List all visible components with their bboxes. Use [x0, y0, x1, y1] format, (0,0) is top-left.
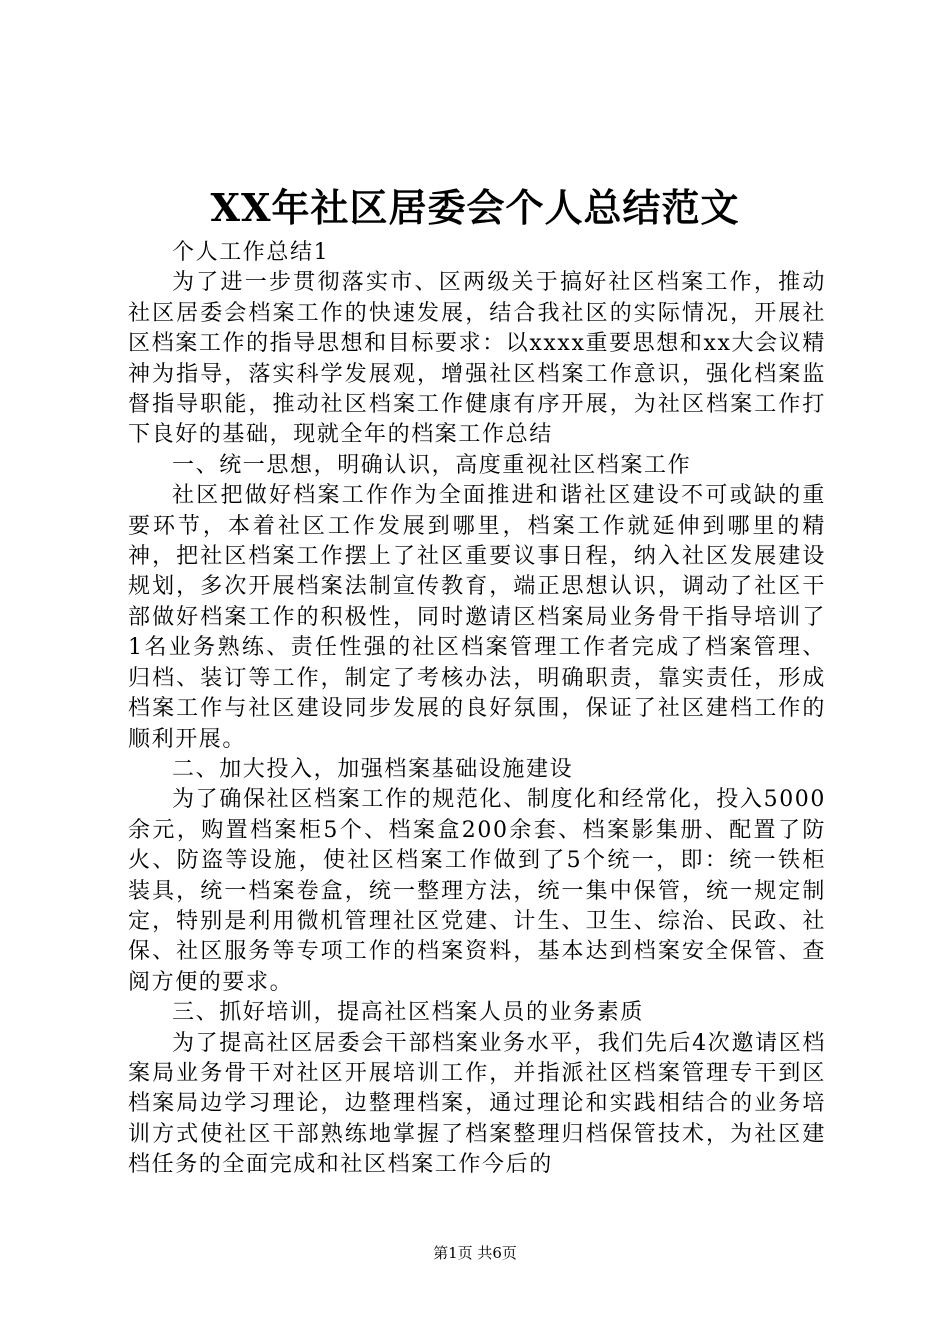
- paragraph-intro: 为了进一步贯彻落实市、区两级关于搞好社区档案工作，推动社区居委会档案工作的快速发展，结合我社区的实际情况，开展社区档案工作的指导思想和目标要求：以xxxx重要思想和xx大会议精神为指导，落实科学发展观，增强社区档案工作意识，强化档案监督指导职能，推动社区档案工作健康有序开展，为社区档案工作打下良好的基础，现就全年的档案工作总结: [128, 270, 826, 448]
- paragraph-heading-summary-1: 个人工作总结1: [172, 240, 330, 265]
- paragraph-section-1: 社区把做好档案工作作为全面推进和谐社区建设不可或缺的重要环节，本着社区工作发展到哪里，档案工作就延伸到哪里的精神，把社区档案工作摆上了社区重要议事日程，纳入社区发展建设规划，多次开展档案法制宣传教育，端正思想认识，调动了社区干部做好档案工作的积极性，同时邀请区档案局业务骨干指导培训了1名业务熟练、责任性强的社区档案管理工作者完成了档案管理、归档、装订等工作，制定了考核办法，明确职责，靠实责任，形成档案工作与社区建设同步发展的良好氛围，保证了社区建档工作的顺利开展。: [128, 483, 826, 752]
- paragraph-section-2: 为了确保社区档案工作的规范化、制度化和经常化，投入5000余元，购置档案柜5个、档案盒200余套、档案影集册、配置了防火、防盗等设施，使社区档案工作做到了5个统一，即：统一铁柜装具，统一档案卷盒，统一整理方法，统一集中保管，统一规定制定，特别是利用微机管理社区党建、计生、卫生、综治、民政、社保、社区服务等专项工作的档案资料，基本达到档案安全保管、查阅方便的要求。: [128, 787, 826, 995]
- section-heading-2: 二、加大投入，加强档案基础设施建设: [172, 756, 574, 782]
- page-footer: 第1页 共6页: [433, 1244, 517, 1262]
- document-title: XX年社区居委会个人总结范文: [210, 185, 740, 230]
- section-heading-1: 一、统一思想，明确认识，高度重视社区档案工作: [172, 452, 692, 478]
- paragraph-section-3: 为了提高社区居委会干部档案业务水平，我们先后4次邀请区档案局业务骨干对社区开展培训工作，并指派社区档案管理专干到区档案局边学习理论，边整理档案，通过理论和实践相结合的业务培训方式使社区干部熟练地掌握了档案整理归档保管技术，为社区建档任务的全面完成和社区档案工作今后的: [128, 1030, 826, 1178]
- section-heading-3: 三、抓好培训，提高社区档案人员的业务素质: [172, 1000, 645, 1026]
- document-body: [128, 238, 826, 1181]
